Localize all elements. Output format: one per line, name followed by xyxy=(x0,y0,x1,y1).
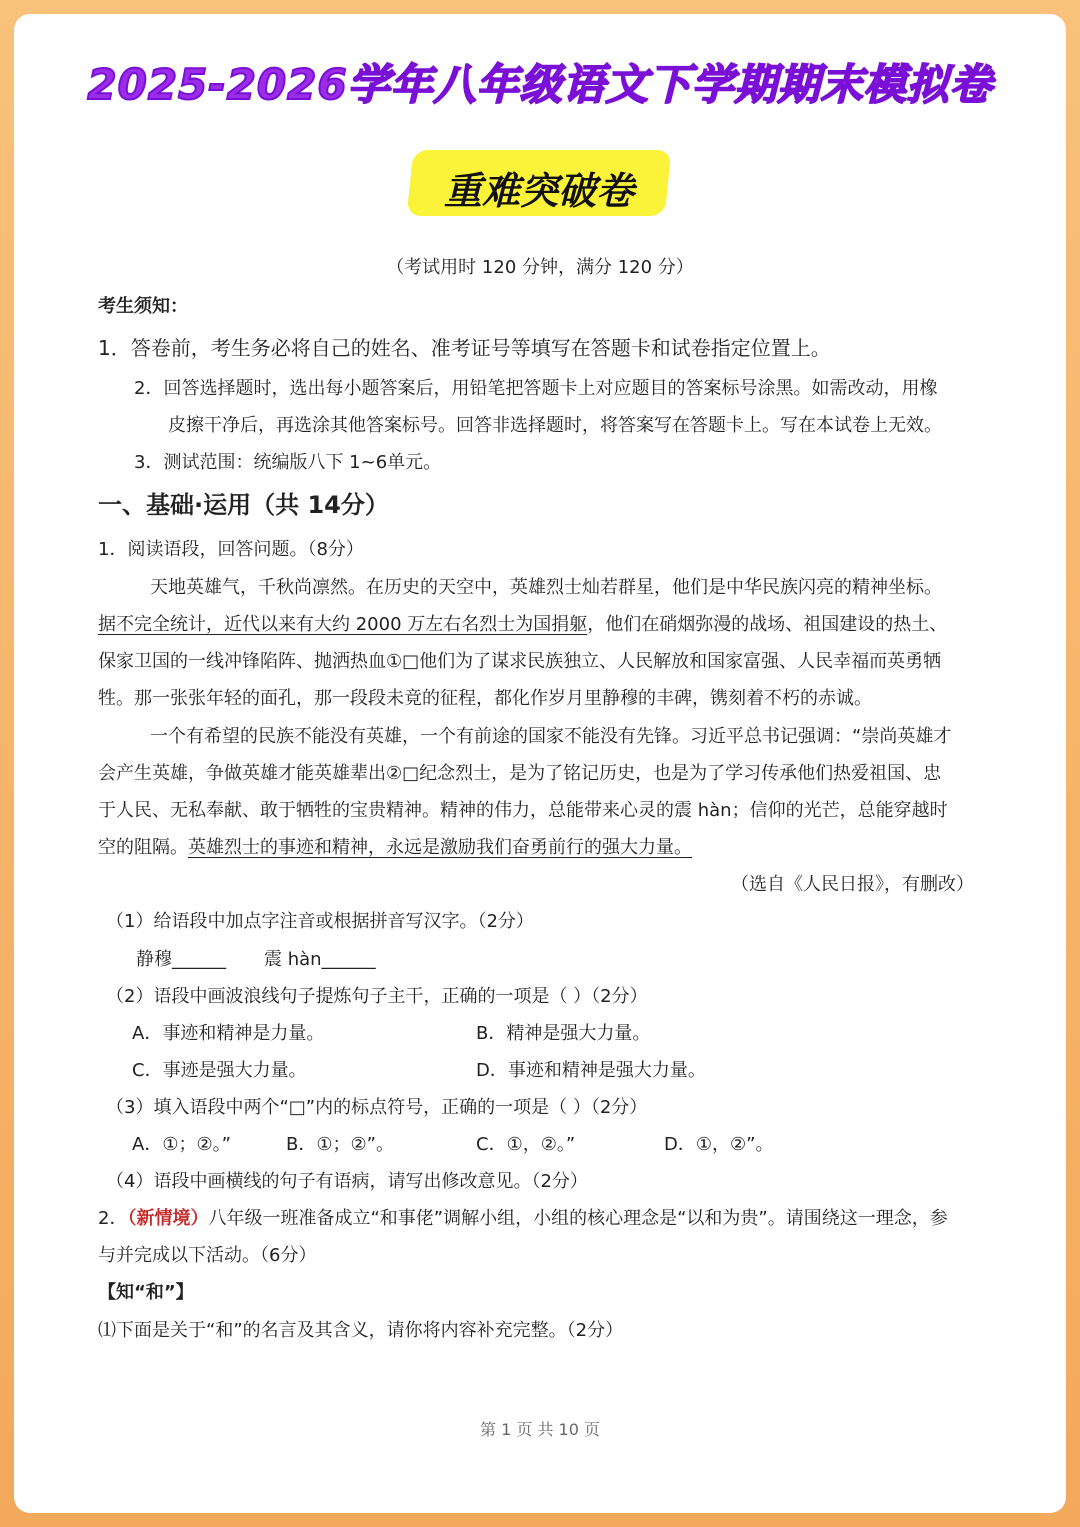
option-3-d: D．①，②”。 xyxy=(664,1134,774,1155)
activity-heading: 【知“和”】 xyxy=(98,1282,194,1303)
passage-p1-line-3: 保家卫国的一线冲锋陷阵、抛洒热血①□他们为了谋求民族独立、人民解放和国家富强、人民幸福而英勇牺 xyxy=(98,651,942,672)
passage-p1-line-4: 牲。那一张张年轻的面孔，那一段段未竟的征程，都化作岁月里静穆的丰碑，镌刻着不朽的赤诚。 xyxy=(98,688,872,709)
question-1-4: （4）语段中画横线的句子有语病，请写出修改意见。（2分） xyxy=(106,1171,588,1192)
passage-p2-line-2: 会产生英雄，争做英雄才能英雄辈出②□纪念烈士，是为了铭记历史，也是为了学习传承他们热爱祖国、忠 xyxy=(98,763,942,784)
answer-blank-zhenhan: 震 hàn______ xyxy=(264,949,376,970)
wavy-underlined-sentence: 据不完全统计，近代以来有大约 2000 万左右名烈士为国捐躯 xyxy=(98,614,588,635)
question-1-stem: 1．阅读语段，回答问题。（8分） xyxy=(98,539,364,560)
passage-p2-line-4 xyxy=(98,836,692,860)
question-number: 2． xyxy=(98,1208,128,1229)
section-heading: 一、基础·运用（共 14分） xyxy=(98,491,389,519)
passage-text: ，他们在硝烟弥漫的战场、祖国建设的热土、 xyxy=(587,614,948,635)
passage-p1-line-1: 天地英雄气，千秋尚凛然。在历史的天空中，英雄烈士灿若群星，他们是中华民族闪亮的精神坐标。 xyxy=(150,577,942,598)
page-title: 2025-2026学年八年级语文下学期期末模拟卷 xyxy=(87,60,993,109)
notice-heading: 考生须知： xyxy=(98,296,188,317)
option-2-a: A．事迹和精神是力量。 xyxy=(132,1023,325,1044)
underlined-sentence: 英雄烈士的事迹和精神，永远是激励我们奋勇前行的强大力量。 xyxy=(188,837,692,858)
notice-2-line-2: 皮擦干净后，再选涂其他答案标号。回答非选择题时，将答案写在答题卡上。写在本试卷上无效。 xyxy=(168,415,942,436)
new-context-tag: （新情境） xyxy=(127,1208,209,1229)
notice-3: 3．测试范围：统编版八下 1~6单元。 xyxy=(134,452,442,473)
exam-info: （考试用时 120 分钟，满分 120 分） xyxy=(386,257,694,278)
passage-source: （选自《人民日报》，有删改） xyxy=(731,874,974,895)
option-3-b: B．①；②”。 xyxy=(286,1134,394,1155)
question-2-stem-line-1 xyxy=(98,1207,948,1231)
passage-p2-line-1: 一个有希望的民族不能没有英雄，一个有前途的国家不能没有先锋。习近平总书记强调：“崇尚英雄才 xyxy=(150,726,952,747)
answer-blank-jingmu: 静穆______ xyxy=(136,949,226,970)
page-footer: 第 1 页 共 10 页 xyxy=(480,1420,600,1439)
question-1-3: （3）填入语段中两个“□”内的标点符号，正确的一项是（ ）（2分） xyxy=(106,1097,648,1118)
question-2-stem-line-2: 与并完成以下活动。（6分） xyxy=(98,1245,317,1266)
option-2-d: D．事迹和精神是强大力量。 xyxy=(476,1060,706,1081)
option-2-c: C．事迹是强大力量。 xyxy=(132,1060,307,1081)
passage-p2-line-3: 于人民、无私奉献、敢于牺牲的宝贵精神。精神的伟力，总能带来心灵的震 hàn；信仰的光芒，总能穿越时 xyxy=(98,800,948,821)
option-3-a: A．①；②。” xyxy=(132,1134,231,1155)
question-1-2: （2）语段中画波浪线句子提炼句子主干，正确的一项是（ ）（2分） xyxy=(106,986,648,1007)
notice-2-line-1: 2．回答选择题时，选出每小题答案后，用铅笔把答题卡上对应题目的答案标号涂黑。如需改动，用橡 xyxy=(134,378,938,399)
passage-text: 空的阻隔。 xyxy=(98,837,188,858)
question-2-1: ⑴下面是关于“和”的名言及其含义，请你将内容补充完整。（2分） xyxy=(98,1320,624,1341)
question-1-1: （1）给语段中加点字注音或根据拼音写汉字。（2分） xyxy=(106,911,534,932)
option-2-b: B．精神是强大力量。 xyxy=(476,1023,651,1044)
subtitle-badge xyxy=(410,150,668,216)
notice-1: 1．答卷前，考生务必将自己的姓名、准考证号等填写在答题卡和试卷指定位置上。 xyxy=(98,336,831,360)
option-3-c: C．①，②。” xyxy=(476,1134,576,1155)
question-text: 八年级一班准备成立“和事佬”调解小组，小组的核心理念是“以和为贵”。请围绕这一理念，参 xyxy=(208,1208,948,1229)
subtitle: 重难突破卷 xyxy=(443,169,634,213)
passage-p1-line-2 xyxy=(98,613,947,637)
